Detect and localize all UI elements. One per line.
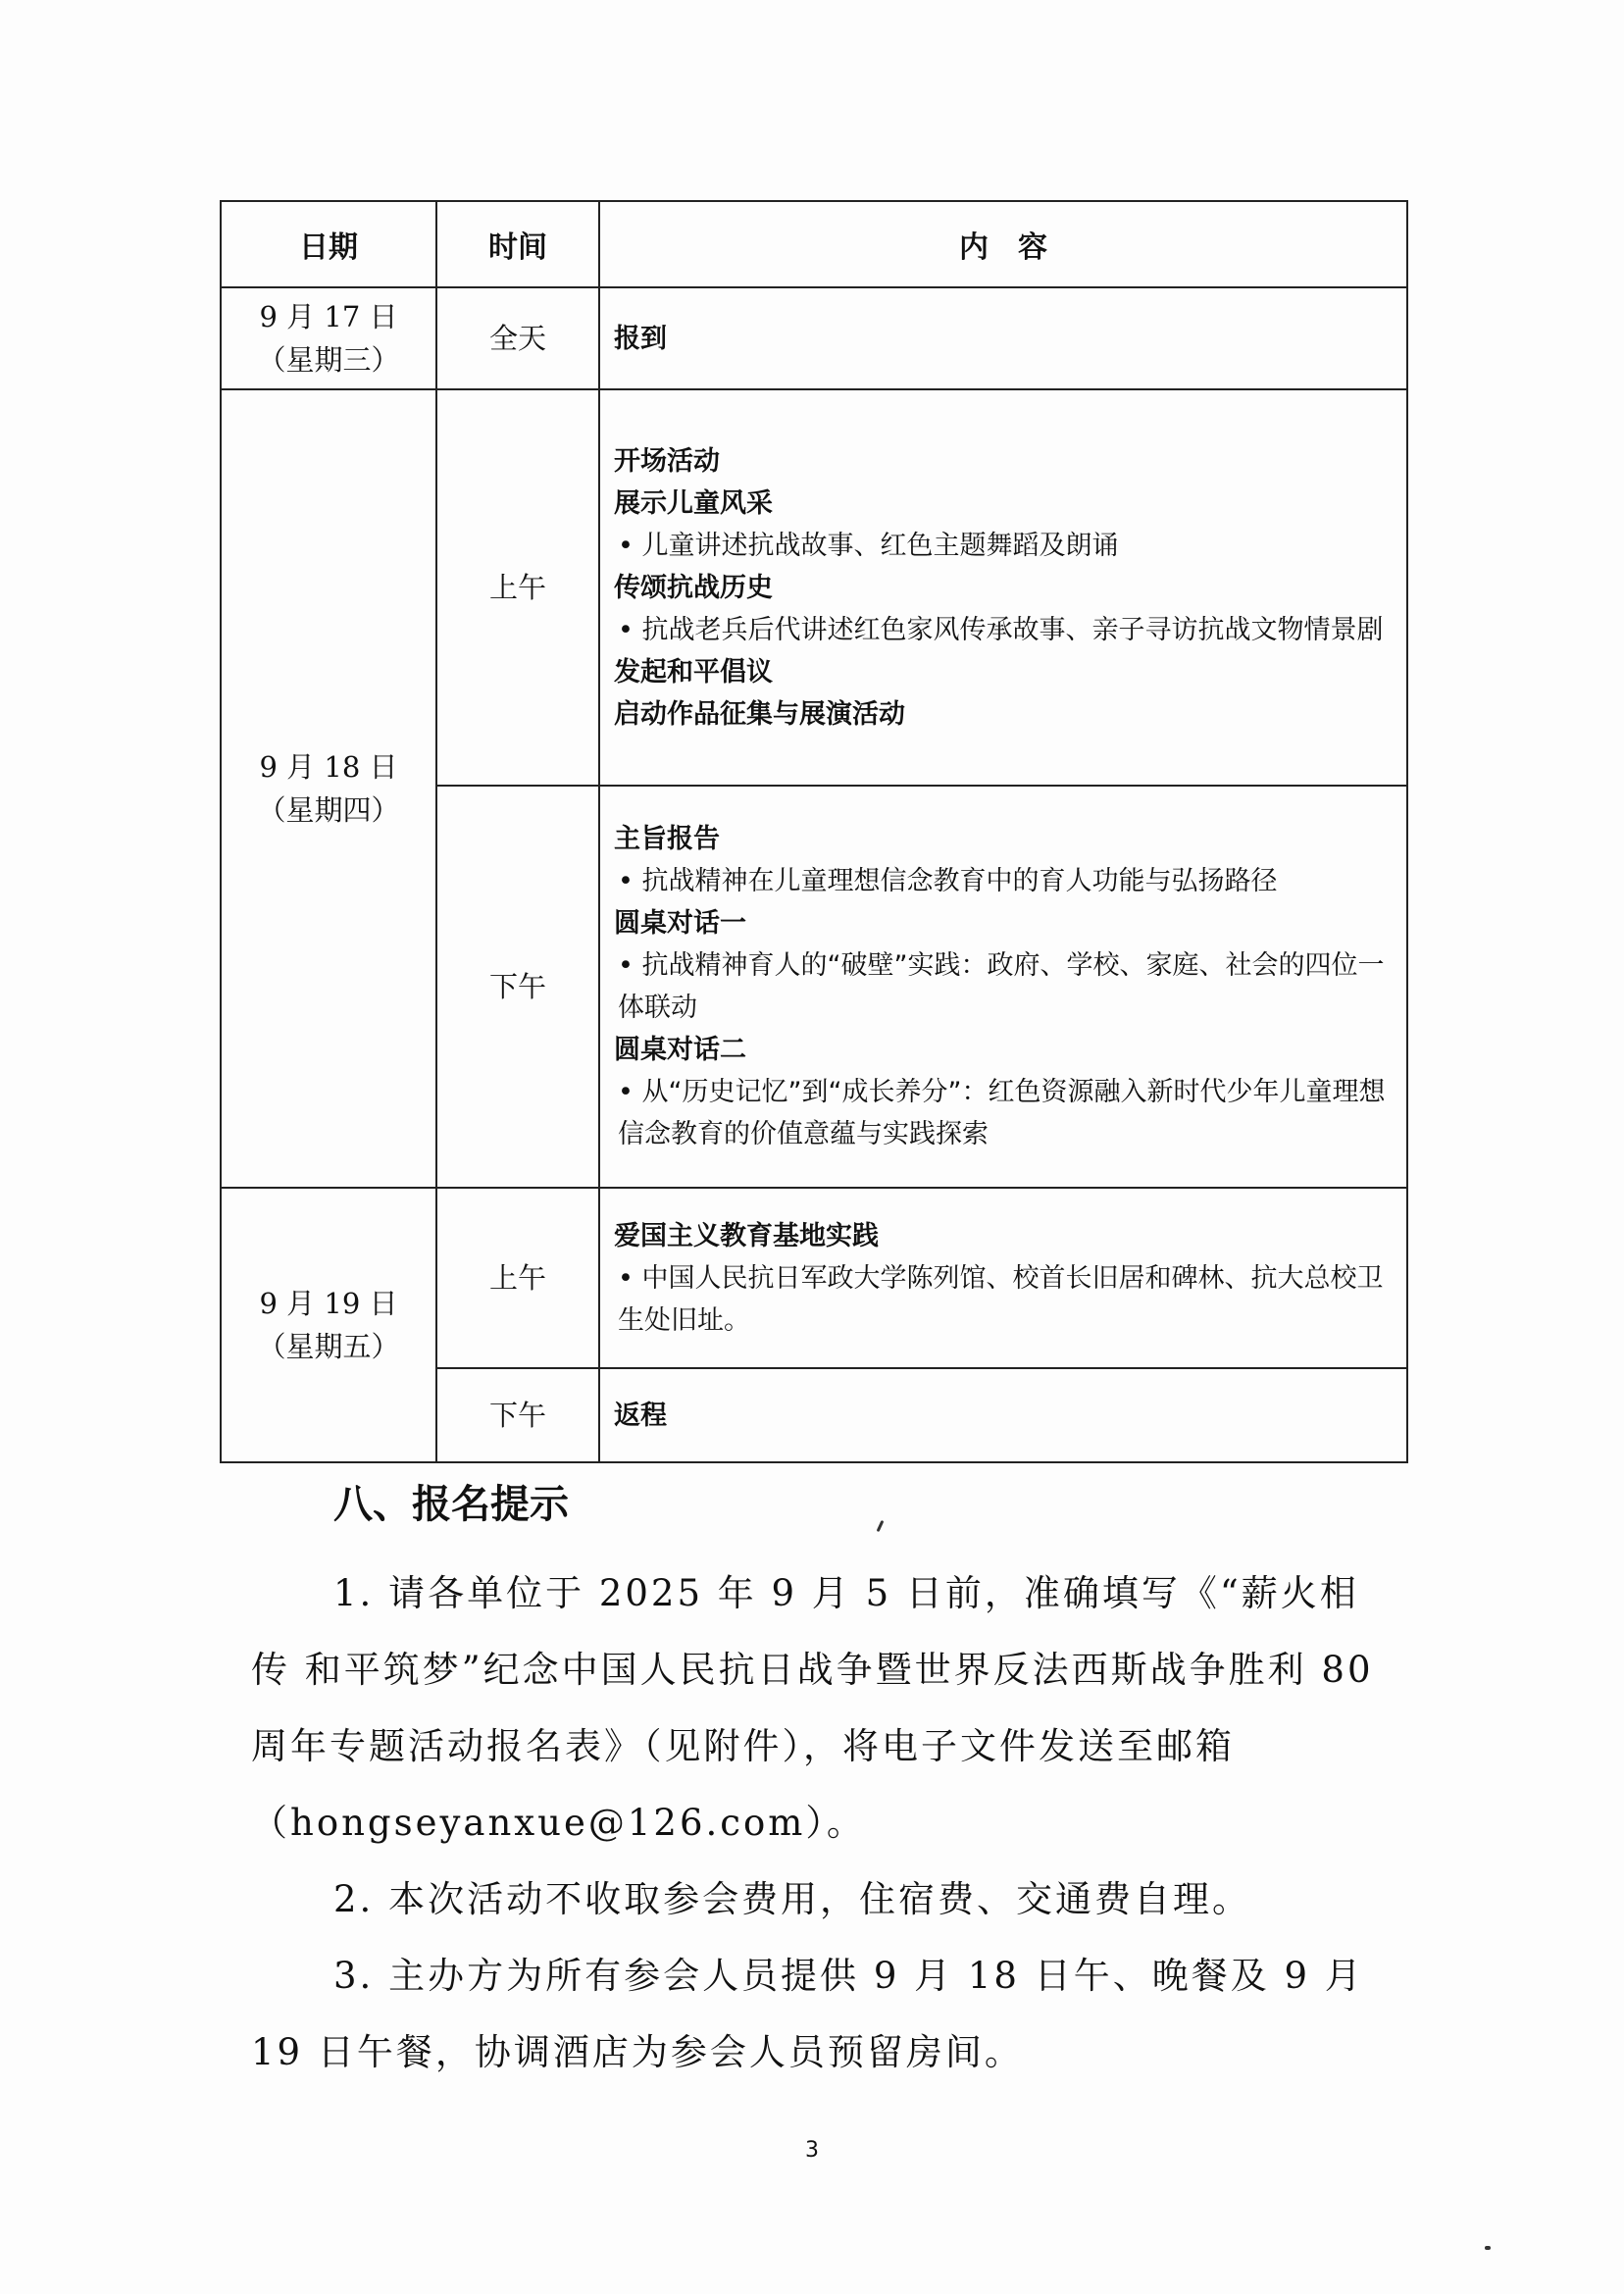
time-cell: 下午 [436,786,599,1188]
content-bullet: • 抗战精神在儿童理想信念教育中的育人功能与弘扬路径 [618,866,1278,896]
time-cell: 上午 [436,389,599,786]
header-time: 时间 [436,201,599,287]
paragraph-text: 1. 请各单位于 2025 年 9 月 5 日前，准确填写《“薪火相传 和平筑梦”纪念中国人民抗日战争暨世界反法西斯战争胜利 80 周年专题活动报名表》（见附件），将电子文件发送至邮箱（hongseyanxue@126.com）。 [251,1572,1374,1844]
scan-mark [877,1520,885,1532]
paragraph-1 [251,1555,1379,1861]
header-date: 日期 [221,201,436,287]
scan-mark [1485,2246,1491,2250]
section-heading: 八、报名提示 [333,1482,569,1527]
content-heading: 启动作品征集与展演活动 [614,698,905,730]
table-row [221,287,1407,389]
content-text: 返程 [614,1400,667,1431]
content-heading: 爱国主义教育基地实践 [614,1220,879,1251]
schedule-table [220,200,1408,1463]
weekday-text: （星期四） [257,793,400,827]
date-text: 9 月 18 日 [259,750,398,784]
date-cell [221,287,436,389]
content-bullet: • 抗战老兵后代讲述红色家风传承故事、亲子寻访抗战文物情景剧 [618,614,1384,645]
header-content: 内 容 [599,201,1407,287]
paragraph-3 [251,1938,1379,2091]
content-bullet: • 抗战精神育人的“破壁”实践：政府、学校、家庭、社会的四位一体联动 [618,950,1385,1023]
date-text: 9 月 17 日 [259,300,398,333]
table-row [221,1188,1407,1368]
paragraph-text: 2. 本次活动不收取参会费用，住宿费、交通费自理。 [333,1878,1252,1920]
content-heading: 发起和平倡议 [614,656,773,688]
paragraph-text: 3. 主办方为所有参会人员提供 9 月 18 日午、晚餐及 9 月 19 日午餐，协调酒店为参会人员预留房间。 [251,1955,1364,2073]
content-cell [599,786,1407,1188]
weekday-text: （星期三） [257,343,400,377]
time-cell: 上午 [436,1188,599,1368]
content-bullet: • 中国人民抗日军政大学陈列馆、校首长旧居和碑林、抗大总校卫生处旧址。 [618,1262,1384,1336]
paragraph-2 [251,1861,1379,1938]
date-text: 9 月 19 日 [259,1287,398,1320]
content-cell [599,1368,1407,1462]
time-cell: 全天 [436,287,599,389]
date-cell [221,389,436,1188]
time-cell: 下午 [436,1368,599,1462]
content-heading: 圆桌对话二 [614,1035,746,1065]
page-number: 3 [805,2138,819,2163]
weekday-text: （星期五） [257,1330,400,1363]
content-text: 报到 [614,323,667,354]
content-cell [599,1188,1407,1368]
table-row [221,389,1407,786]
content-heading: 展示儿童风采 [614,487,773,519]
content-bullet: • 从“历史记忆”到“成长养分”：红色资源融入新时代少年儿童理想信念教育的价值意蕴与实践探索 [618,1077,1386,1149]
content-heading: 圆桌对话一 [614,908,746,939]
content-cell [599,389,1407,786]
content-heading: 主旨报告 [614,824,720,854]
content-cell [599,287,1407,389]
table-header-row [221,201,1407,287]
content-heading: 开场活动 [614,445,720,477]
content-bullet: • 儿童讲述抗战故事、红色主题舞蹈及朗诵 [618,530,1119,561]
content-heading: 传颂抗战历史 [614,572,773,603]
date-cell [221,1188,436,1462]
